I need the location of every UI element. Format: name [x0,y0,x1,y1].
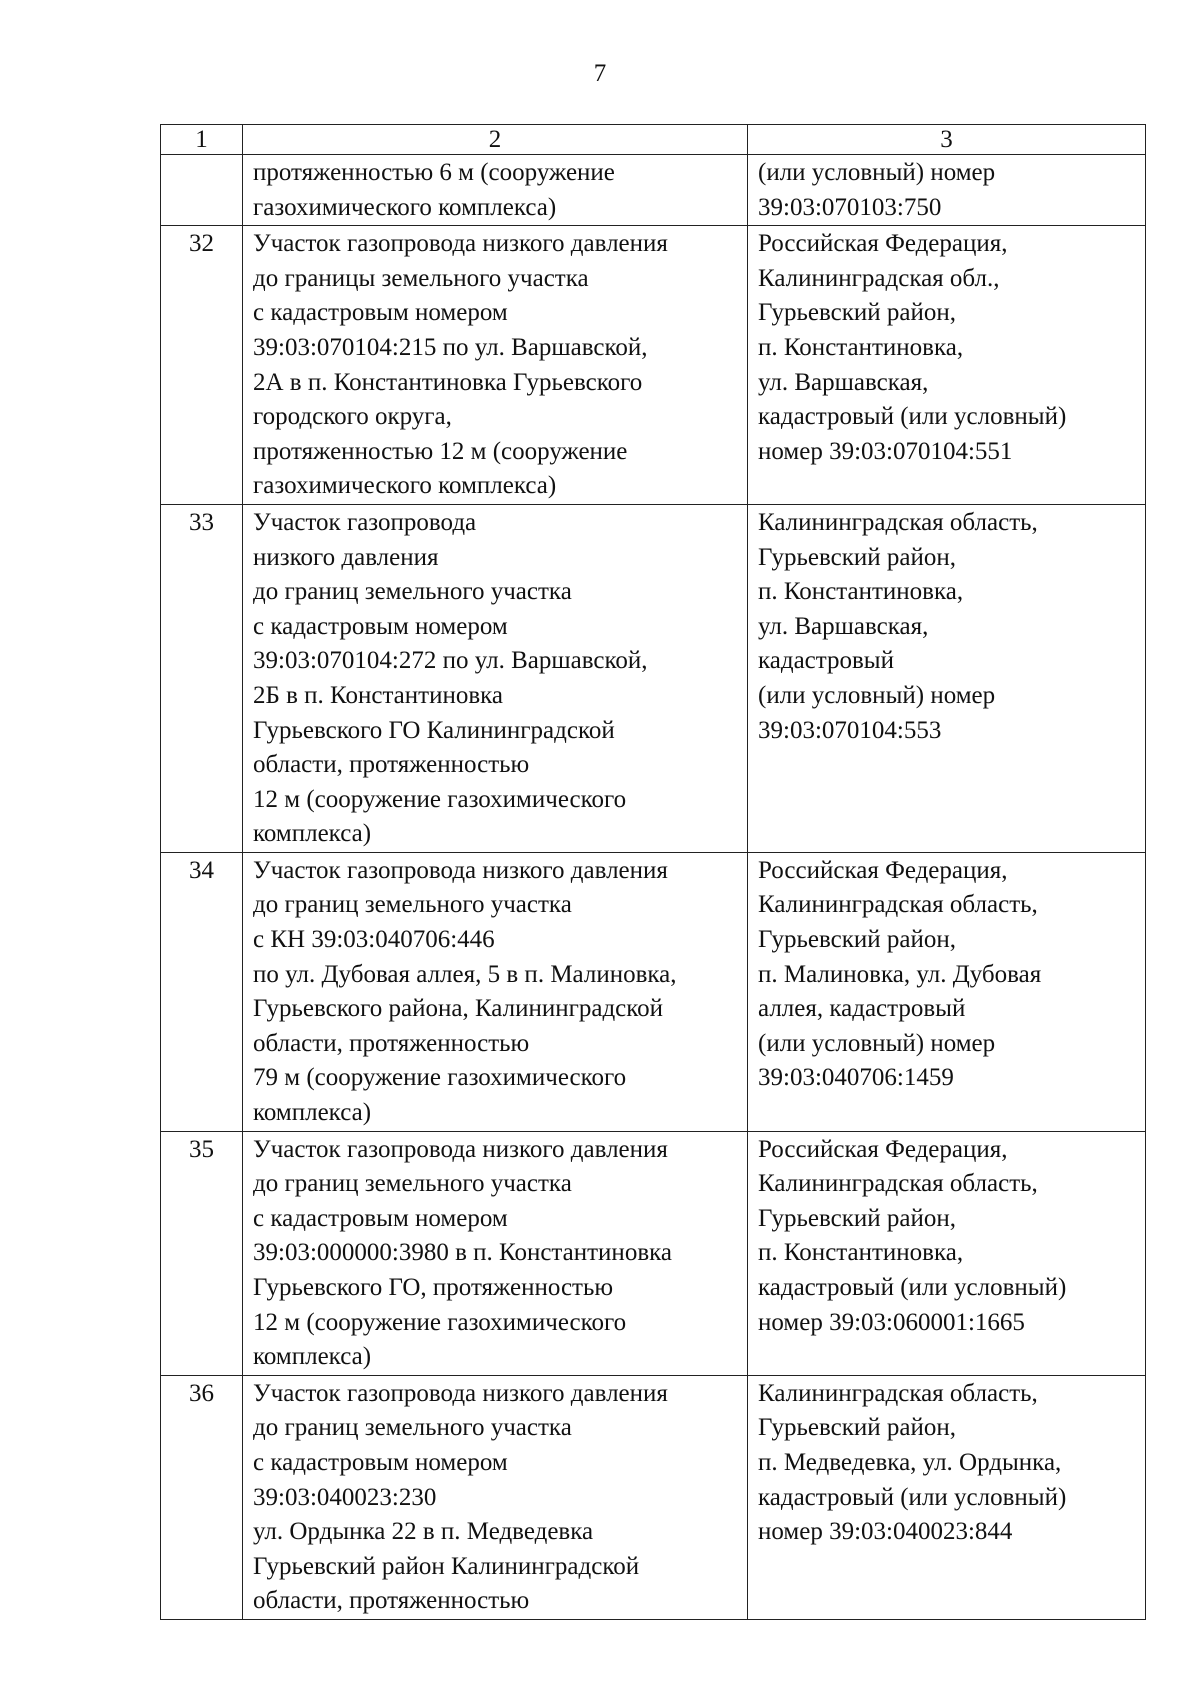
address-cell [748,1375,1146,1619]
description-line: Участок газопровода низкого давления [253,230,668,258]
description-line: протяженностью 12 м (сооружение [253,437,628,465]
address-line: Калининградская обл., [758,264,1000,292]
address-line: 39:03:070103:750 [758,193,942,221]
row-number [161,155,243,226]
address-line: номер 39:03:060001:1665 [758,1308,1025,1336]
description-line: 39:03:040023:230 [253,1483,437,1511]
description-line: Участок газопровода [253,508,477,536]
description-line: 79 м (сооружение газохимического [253,1064,627,1092]
address-line: Гурьевский район, [758,926,957,954]
description-line: с кадастровым номером [253,1448,508,1476]
table-row [161,504,1146,852]
table-row [161,1131,1146,1375]
row-number: 36 [161,1375,243,1619]
object-description-cell [243,852,748,1131]
description-line: комплекса) [253,1099,372,1127]
address-line: 39:03:040706:1459 [758,1064,954,1092]
description-line: до границ земельного участка [253,891,572,919]
address-line: Калининградская область, [758,891,1038,919]
description-line: Гурьевского ГО, протяженностью [253,1274,614,1301]
description-line: 39:03:070104:272 по ул. Варшавской, [253,647,648,675]
row-number: 34 [161,852,243,1131]
description-line: Гурьевского ГО Калининградской [253,716,615,744]
address-line: (или условный) номер [758,1029,996,1057]
description-line: с кадастровым номером [253,299,508,327]
description-line: газохимического комплекса) [253,193,557,221]
address-line: Российская Федерация, [758,856,1008,884]
table-row [161,155,1146,226]
object-description-cell [243,1375,748,1619]
description-line: 39:03:000000:3980 в п. Константиновка [253,1239,672,1267]
object-description-cell [243,155,748,226]
address-cell [748,226,1146,505]
description-line: с кадастровым номером [253,612,508,640]
header-cell-description: 2 [243,125,748,155]
registry-table [160,124,1146,1620]
description-line: 12 м (сооружение газохимического [253,1308,627,1336]
object-description-cell [243,226,748,505]
row-number: 35 [161,1131,243,1375]
description-line: Участок газопровода низкого давления [253,1135,668,1163]
description-line: газохимического комплекса) [253,472,557,500]
address-line: кадастровый [758,647,894,675]
address-line: п. Константиновка, [758,578,964,606]
description-line: 2А в п. Константиновка Гурьевского [253,368,643,396]
address-line: п. Константиновка, [758,1239,964,1267]
description-line: области, протяженностью [253,751,530,779]
description-line: с кадастровым номером [253,1204,508,1232]
header-cell-address: 3 [748,125,1146,155]
description-line: комплекса) [253,820,372,848]
address-line: Гурьевский район, [758,1414,957,1442]
page-number: 7 [593,60,607,87]
address-cell [748,504,1146,852]
description-line: Гурьевского района, Калининградской [253,995,664,1023]
table-row [161,226,1146,505]
object-description-cell [243,1131,748,1375]
address-line: п. Медведевка, ул. Ордынка, [758,1448,1062,1476]
address-line: Гурьевский район, [758,1204,957,1232]
address-line: п. Малиновка, ул. Дубовая [758,960,1042,988]
address-line: ул. Варшавская, [758,368,929,396]
object-description-cell [243,504,748,852]
header-cell-number: 1 [161,125,243,155]
description-line: до границ земельного участка [253,1414,572,1442]
description-line: Участок газопровода низкого давления [253,1379,668,1407]
address-line: кадастровый (или условный) [758,1483,1067,1511]
description-line: Гурьевский район Калининградской [253,1552,640,1580]
table-body [161,125,1146,1620]
table-header-row [161,125,1146,155]
address-cell [748,852,1146,1131]
address-line: (или условный) номер [758,681,996,709]
description-line: комплекса) [253,1343,372,1371]
address-line: номер 39:03:040023:844 [758,1518,1013,1546]
address-line: Российская Федерация, [758,230,1008,258]
address-line: (или условный) номер [758,159,996,186]
description-line: 2Б в п. Константиновка [253,681,503,709]
description-line: до границы земельного участка [253,264,589,292]
address-line: Калининградская область, [758,1379,1038,1407]
table-row [161,1375,1146,1619]
row-number: 33 [161,504,243,852]
address-line: Калининградская область, [758,1170,1038,1198]
description-line: области, протяженностью [253,1587,530,1615]
address-line: аллея, кадастровый [758,995,966,1023]
description-line: до границ земельного участка [253,1170,572,1198]
table-row [161,852,1146,1131]
address-cell [748,155,1146,226]
row-number: 32 [161,226,243,505]
description-line: городского округа, [253,403,452,431]
description-line: по ул. Дубовая аллея, 5 в п. Малиновка, [253,960,677,988]
address-line: номер 39:03:070104:551 [758,437,1013,465]
address-line: ул. Варшавская, [758,612,929,640]
address-line: Гурьевский район, [758,299,957,327]
description-line: низкого давления [253,543,439,571]
description-line: ул. Ордынка 22 в п. Медведевка [253,1518,594,1546]
address-line: Российская Федерация, [758,1135,1008,1163]
description-line: 39:03:070104:215 по ул. Варшавской, [253,333,648,361]
address-line: п. Константиновка, [758,333,964,361]
description-line: Участок газопровода низкого давления [253,856,668,884]
description-line: протяженностью 6 м (сооружение [253,159,615,186]
address-line: Калининградская область, [758,508,1038,536]
address-line: кадастровый (или условный) [758,403,1067,431]
description-line: с КН 39:03:040706:446 [253,926,495,954]
address-line: Гурьевский район, [758,543,957,571]
address-cell [748,1131,1146,1375]
address-line: 39:03:070104:553 [758,716,942,744]
description-line: 12 м (сооружение газохимического [253,785,627,813]
description-line: до границ земельного участка [253,578,572,606]
description-line: области, протяженностью [253,1029,530,1057]
address-line: кадастровый (или условный) [758,1274,1067,1301]
